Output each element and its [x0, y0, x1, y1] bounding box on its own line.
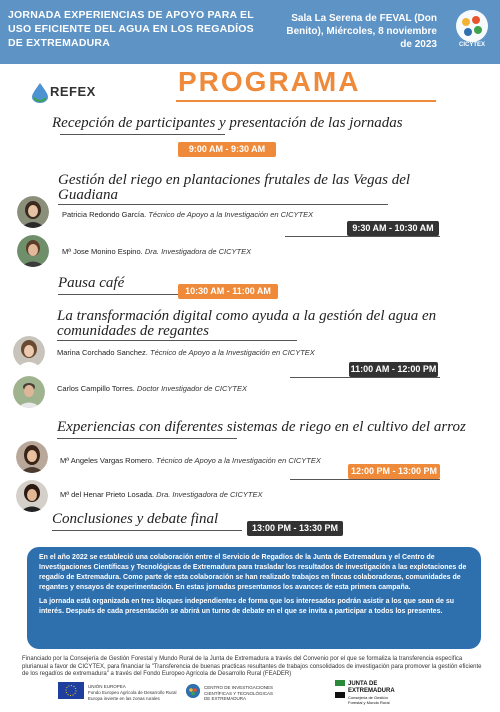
speaker-role: Técnico de Apoyo a la Investigación en CICYTEX: [156, 456, 321, 465]
speaker-line: [60, 490, 262, 499]
speaker-avatar: [17, 235, 49, 267]
cicytex-logo-text: CICYTEX: [458, 42, 485, 48]
section-divider: [285, 236, 440, 237]
event-venue: Sala La Serena de FEVAL (Don Benito), Miércoles, 8 noviembre de 2023: [286, 13, 437, 50]
section-divider: [60, 134, 225, 135]
speaker-line: [60, 456, 321, 465]
section-title-conclusions: Conclusiones y debate final: [52, 511, 219, 527]
speaker-name: Mª del Henar Prieto Losada.: [60, 490, 155, 499]
speaker-avatar: [16, 480, 48, 512]
eu-logo-text: UNIÓN EUROPEA Fondo Europeo Agrícola de Desarrollo Rural Europa invierte en las zonas rurales: [88, 684, 177, 701]
section-title-digital-transformation: La transformación digital como ayuda a la gestión del agua en comunidades de regantes: [57, 308, 437, 339]
info-paragraph: En el año 2022 se estableció una colaboración entre el Servicio de Regadíos de la Junta de Extremadura y el Centro de Investigaciones Científicas y Tecnológicas de Extremadura para trasladar los resultados de investigación a las explotaciones de regadío de Extremadura. Como parte de esta colaboración se han realizado trabajos en fincas colaboradoras, comunidades de regantes y ensayos de experimentación. En estas jornadas presentamos los avances de esta primera campaña.: [39, 554, 467, 591]
speaker-name: Carlos Campillo Torres.: [57, 384, 135, 393]
section-divider: [58, 294, 178, 295]
speaker-line: [62, 247, 251, 256]
speaker-role: Técnico de Apoyo a la Investigación en CICYTEX: [149, 348, 315, 357]
section-divider: [57, 438, 237, 439]
speaker-name: Mª Angeles Vargas Romero.: [60, 456, 154, 465]
speaker-name: Mª Jose Monino Espino.: [62, 247, 143, 256]
section-divider: [290, 479, 440, 480]
section-divider: [57, 340, 297, 341]
speaker-line: [57, 348, 315, 357]
refex-drop-icon: [30, 82, 50, 104]
speaker-role: Técnico de Apoyo a la Investigación en CICYTEX: [148, 210, 314, 219]
event-title: JORNADA EXPERIENCIAS DE APOYO PARA EL USO EFICIENTE DEL AGUA EN LOS REGADÍOS DE EXTREMADURA: [8, 9, 254, 49]
funding-text: Financiado por la Consejería de Gestión Forestal y Mundo Rural de la Junta de Extremadura a través del Convenio por el que se formaliza la transferencia específica plurianual a favor de CICYTEX, para financiar la "Transferencia de buenas practicas resultantes de trabajos consolidados de investigación para promover la gestión eficiente de los regadíos de extremadura" a través del Fondo Europeo Agrícola de Desarrollo Rural (FEADER): [22, 656, 482, 677]
time-badge-conclusions: 13:00 PM - 13:30 PM: [247, 521, 343, 536]
speaker-name: Marina Corchado Sanchez.: [57, 348, 148, 357]
section-divider: [52, 530, 242, 531]
cicytex-logo-icon: [452, 6, 492, 46]
speaker-avatar: [13, 336, 45, 368]
info-paragraph: La jornada está organizada en tres bloques independientes de forma que los interesados podrán asistir a los que sean de su interés. Después de cada presentación se abrirá un turno de debate en el que se invita a participar a todos los presentes.: [39, 598, 455, 615]
program-title-underline: [176, 100, 436, 102]
section-title-coffee-break: Pausa café: [58, 275, 125, 291]
time-badge-coffee-break: 10:30 AM - 11:00 AM: [178, 284, 278, 299]
speaker-avatar: [17, 196, 49, 228]
cicytex-footer-logo-icon: [186, 684, 200, 698]
speaker-avatar: [13, 376, 45, 408]
speaker-role: Doctor Investigador de CICYTEX: [136, 384, 247, 393]
info-box: [27, 547, 481, 649]
section-divider: [290, 377, 440, 378]
time-badge-digital-transformation: 11:00 AM - 12:00 PM: [349, 362, 438, 377]
junta-subtitle: Consejería de Gestión Forestal y Mundo Rural: [348, 695, 390, 705]
program-title: PROGRAMA: [178, 66, 361, 97]
cicytex-footer-logo-text: CENTRO DE INVESTIGACIONES CIENTÍFICAS Y TECNOLÓGICAS DE EXTREMADURA: [204, 685, 274, 701]
eu-flag-icon: [58, 682, 84, 699]
speaker-role: Dra. Investigadora de CICYTEX: [144, 247, 252, 256]
speaker-name: Patricia Redondo García.: [62, 210, 147, 219]
speaker-line: [57, 384, 247, 393]
junta-extremadura-logo-text: [348, 681, 395, 705]
time-badge-fruit-irrigation: 9:30 AM - 10:30 AM: [347, 221, 439, 236]
junta-extremadura-icon: [335, 680, 345, 698]
speaker-avatar: [16, 441, 48, 473]
section-title-reception: Recepción de participantes y presentación de las jornadas: [52, 115, 403, 131]
speaker-role: Dra. Investigadora de CICYTEX: [156, 490, 263, 499]
section-title-rice-irrigation: Experiencias con diferentes sistemas de riego en el cultivo del arroz: [57, 419, 466, 435]
section-title-fruit-irrigation: Gestión del riego en plantaciones frutales de las Vegas del Guadiana: [58, 172, 411, 203]
time-badge-rice-irrigation: 12:00 PM - 13:00 PM: [348, 464, 440, 479]
refex-logo-text: REFEX: [50, 84, 96, 99]
speaker-line: [62, 210, 313, 219]
time-badge-reception: 9:00 AM - 9:30 AM: [178, 142, 276, 157]
section-divider: [58, 204, 388, 205]
header-banner: [0, 0, 500, 64]
junta-title: JUNTA DE EXTREMADURA: [348, 681, 395, 694]
